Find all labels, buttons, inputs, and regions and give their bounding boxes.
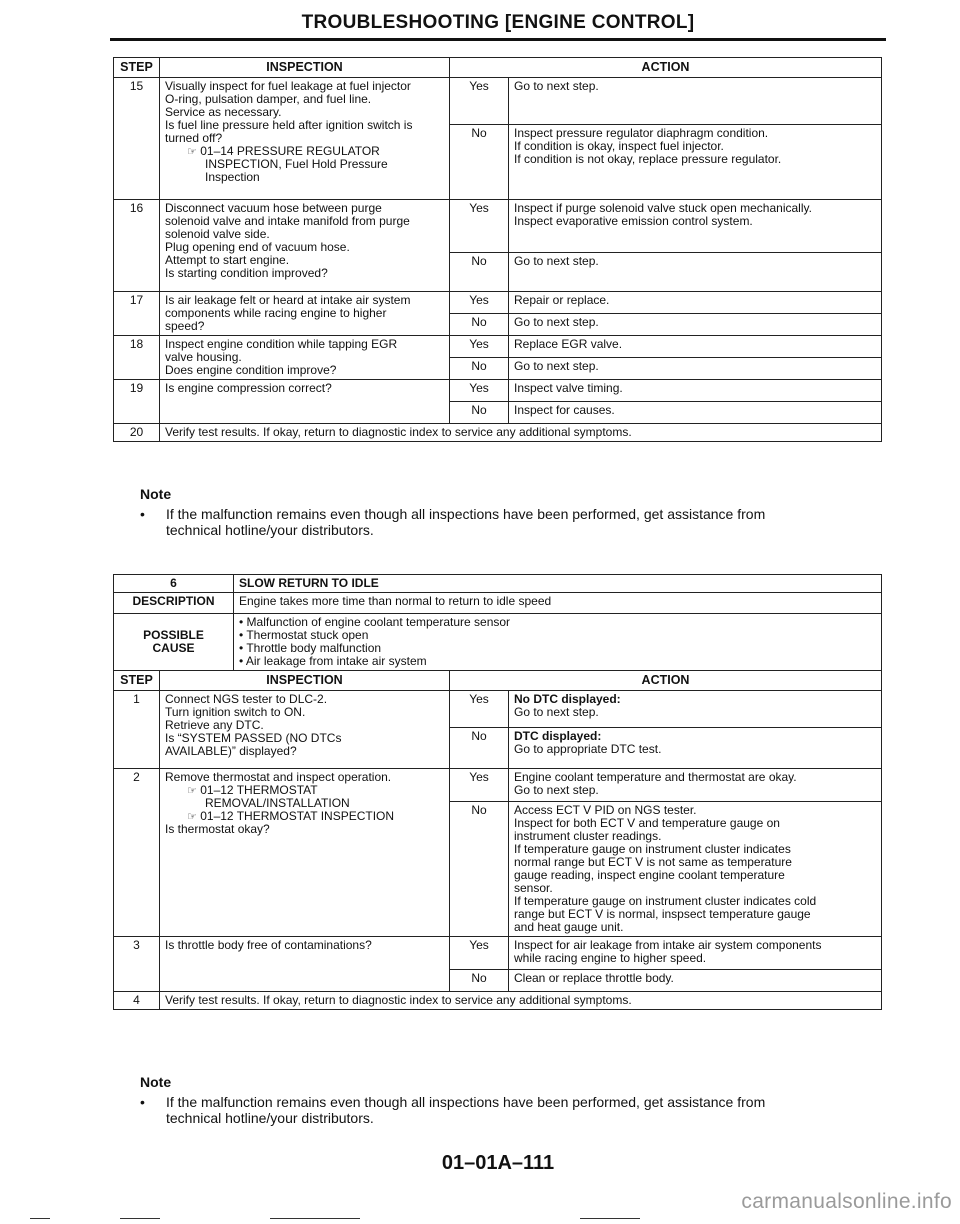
cause-label-line: POSSIBLE — [143, 628, 204, 642]
inspection-text: speed? — [165, 319, 205, 333]
inspection-cell — [160, 691, 450, 769]
action-cell — [509, 769, 882, 802]
list-item: • Throttle body malfunction — [239, 641, 382, 655]
step-number: 15 — [114, 78, 160, 200]
inspection-text: Plug opening end of vacuum hose. — [165, 240, 350, 254]
action-text: range but ECT V is normal, inspsect temperature gauge — [514, 907, 811, 921]
action-cell — [509, 802, 882, 937]
inspection-text: Is fuel line pressure held after ignition switch is — [165, 118, 413, 132]
inspection-cell — [160, 78, 450, 200]
col-header-action: ACTION — [450, 58, 882, 78]
possible-cause-label — [114, 614, 234, 671]
scan-artifact — [120, 1218, 160, 1219]
table-row — [114, 937, 882, 970]
answer-no: No — [450, 402, 509, 424]
list-item: • Air leakage from intake air system — [239, 654, 427, 668]
answer-no: No — [450, 253, 509, 292]
inspection-text: Visually inspect for fuel leakage at fuel injector — [165, 79, 411, 93]
inspection-text: Is thermostat okay? — [165, 822, 270, 836]
reference-text: REMOVAL/INSTALLATION — [205, 796, 350, 810]
table-row — [114, 424, 882, 442]
inspection-text: Is starting condition improved? — [165, 266, 328, 280]
action-cell: Go to next step. — [509, 314, 882, 336]
note-title: Note — [140, 486, 172, 502]
reference-text: 01–14 PRESSURE REGULATOR — [200, 144, 380, 158]
symptom-number: 6 — [114, 575, 234, 593]
watermark: carmanualsonline.info — [741, 1190, 952, 1213]
inspection-text: valve housing. — [165, 350, 242, 364]
reference-text: 01–12 THERMOSTAT — [200, 783, 318, 797]
action-cell — [509, 253, 882, 292]
action-text: Go to next step. — [514, 705, 599, 719]
step-number: 18 — [114, 336, 160, 380]
troubleshooting-table-2 — [113, 574, 882, 1010]
bullet-icon: • — [140, 506, 145, 522]
action-cell — [509, 691, 882, 728]
action-cell — [509, 728, 882, 769]
inspection-text: Inspect engine condition while tapping EGR — [165, 337, 398, 351]
action-cell — [509, 78, 882, 125]
inspection-text: turned off? — [165, 131, 223, 145]
inspection-text: Is throttle body free of contaminations? — [165, 938, 372, 952]
inspection-text: Service as necessary. — [165, 105, 282, 119]
answer-yes: Yes — [450, 200, 509, 253]
action-text: Inspect pressure regulator diaphragm condition. — [514, 126, 769, 140]
inspection-text: Connect NGS tester to DLC-2. — [165, 692, 328, 706]
inspection-text: Turn ignition switch to ON. — [165, 705, 306, 719]
action-heading: No DTC displayed: — [514, 692, 621, 706]
answer-yes: Yes — [450, 380, 509, 402]
col-header-step: STEP — [114, 671, 160, 691]
action-text: Inspect if purge solenoid valve stuck open mechanically. — [514, 201, 812, 215]
inspection-text: Is “SYSTEM PASSED (NO DTCs — [165, 731, 342, 745]
table-row — [114, 78, 882, 125]
inspection-text: Remove thermostat and inspect operation. — [165, 770, 392, 784]
answer-yes: Yes — [450, 78, 509, 125]
action-cell — [509, 937, 882, 970]
inspection-text: Is air leakage felt or heard at intake air system — [165, 293, 411, 307]
page-title: TROUBLESHOOTING [ENGINE CONTROL] — [301, 12, 695, 33]
inspection-text: Is engine compression correct? — [165, 381, 332, 395]
action-cell: Clean or replace throttle body. — [509, 970, 882, 992]
action-text: Inspect for air leakage from intake air system components — [514, 938, 822, 952]
inspection-cell — [160, 380, 450, 424]
reference-text: Inspection — [205, 170, 260, 184]
inspection-cell — [160, 937, 450, 992]
inspection-text: Disconnect vacuum hose between purge — [165, 201, 382, 215]
possible-cause-list — [234, 614, 882, 671]
answer-yes: Yes — [450, 292, 509, 314]
list-item: • Malfunction of engine coolant temperature sensor — [239, 615, 511, 629]
action-text: If condition is not okay, replace pressure regulator. — [514, 152, 782, 166]
inspection-text: components while racing engine to higher — [165, 306, 387, 320]
note-line: If the malfunction remains even though all inspections have been performed, get assistance from — [166, 506, 766, 522]
answer-no: No — [450, 125, 509, 200]
reference-text: INSPECTION, Fuel Hold Pressure — [205, 157, 388, 171]
col-header-step: STEP — [114, 58, 160, 78]
answer-yes: Yes — [450, 937, 509, 970]
answer-yes: Yes — [450, 691, 509, 728]
description-text: Engine takes more time than normal to return to idle speed — [234, 593, 882, 614]
action-text: gauge reading, inspect engine coolant temperature — [514, 868, 785, 882]
table-row — [114, 769, 882, 802]
action-text: Inspect evaporative emission control system. — [514, 214, 753, 228]
action-cell: Inspect for causes. — [509, 402, 882, 424]
action-text: Go to next step. — [514, 79, 599, 93]
table-row — [114, 992, 882, 1010]
inspection-cell — [160, 200, 450, 292]
list-item: • Thermostat stuck open — [239, 628, 369, 642]
scan-artifact — [580, 1218, 640, 1219]
inspection-text: Retrieve any DTC. — [165, 718, 264, 732]
scan-artifact — [270, 1218, 360, 1219]
step-number: 4 — [114, 992, 160, 1010]
note-line: technical hotline/your distributors. — [166, 522, 374, 538]
action-text: instrument cluster readings. — [514, 829, 662, 843]
reference-pointer-icon: ☞ — [187, 145, 197, 158]
col-header-action: ACTION — [450, 671, 882, 691]
answer-no: No — [450, 728, 509, 769]
table-row — [114, 691, 882, 728]
final-step-text: Verify test results. If okay, return to diagnostic index to service any additional symptoms. — [160, 992, 882, 1010]
action-cell — [509, 125, 882, 200]
inspection-text: AVAILABLE)” displayed? — [165, 744, 297, 758]
scan-artifact — [30, 1218, 50, 1219]
inspection-cell — [160, 336, 450, 380]
action-text: sensor. — [514, 881, 553, 895]
action-text: Go to appropriate DTC test. — [514, 742, 662, 756]
table-row — [114, 200, 882, 253]
action-text: Go to next step. — [514, 783, 599, 797]
step-number: 16 — [114, 200, 160, 292]
action-text: If temperature gauge on instrument cluster indicates cold — [514, 894, 817, 908]
action-heading: DTC displayed: — [514, 729, 602, 743]
action-text: Access ECT V PID on NGS tester. — [514, 803, 697, 817]
col-header-inspection: INSPECTION — [160, 58, 450, 78]
action-text: If temperature gauge on instrument cluster indicates — [514, 842, 791, 856]
table-row — [114, 336, 882, 358]
inspection-text: Does engine condition improve? — [165, 363, 337, 377]
table-row — [114, 380, 882, 402]
col-header-inspection: INSPECTION — [160, 671, 450, 691]
step-number: 1 — [114, 691, 160, 769]
action-cell — [509, 200, 882, 253]
inspection-cell — [160, 769, 450, 937]
note-line: technical hotline/your distributors. — [166, 1110, 374, 1126]
troubleshooting-table-1 — [113, 57, 882, 442]
cause-label-line: CAUSE — [152, 641, 195, 655]
page-number: 01–01A–111 — [441, 1152, 555, 1174]
description-label: DESCRIPTION — [114, 593, 234, 614]
inspection-text: solenoid valve side. — [165, 227, 270, 241]
action-cell: Inspect valve timing. — [509, 380, 882, 402]
step-number: 17 — [114, 292, 160, 336]
note-title: Note — [140, 1074, 172, 1090]
action-text: Inspect for both ECT V and temperature gauge on — [514, 816, 780, 830]
action-text: and heat gauge unit. — [514, 920, 624, 934]
step-number: 3 — [114, 937, 160, 992]
answer-no: No — [450, 314, 509, 336]
step-number: 2 — [114, 769, 160, 937]
action-text: Go to next step. — [514, 254, 599, 268]
action-cell: Repair or replace. — [509, 292, 882, 314]
action-text: If condition is okay, inspect fuel injector. — [514, 139, 724, 153]
note-line: If the malfunction remains even though all inspections have been performed, get assistance from — [166, 1094, 766, 1110]
reference-text: 01–12 THERMOSTAT INSPECTION — [200, 809, 395, 823]
action-text: while racing engine to higher speed. — [514, 951, 707, 965]
reference-pointer-icon: ☞ — [187, 784, 197, 797]
inspection-text: O-ring, pulsation damper, and fuel line. — [165, 92, 372, 106]
bullet-icon: • — [140, 1094, 145, 1110]
answer-no: No — [450, 358, 509, 380]
action-text: Engine coolant temperature and thermostat are okay. — [514, 770, 797, 784]
inspection-cell — [160, 292, 450, 336]
step-number: 20 — [114, 424, 160, 442]
action-cell: Go to next step. — [509, 358, 882, 380]
header-rule — [110, 38, 886, 41]
symptom-name: SLOW RETURN TO IDLE — [234, 575, 882, 593]
inspection-text: solenoid valve and intake manifold from purge — [165, 214, 410, 228]
reference-pointer-icon: ☞ — [187, 810, 197, 823]
note-text — [140, 1094, 765, 1126]
answer-yes: Yes — [450, 769, 509, 802]
action-text: normal range but ECT V is not same as temperature — [514, 855, 792, 869]
note-text — [140, 506, 765, 538]
inspection-text: Attempt to start engine. — [165, 253, 290, 267]
step-number: 19 — [114, 380, 160, 424]
action-cell: Replace EGR valve. — [509, 336, 882, 358]
table-row — [114, 292, 882, 314]
answer-yes: Yes — [450, 336, 509, 358]
answer-no: No — [450, 802, 509, 937]
final-step-text: Verify test results. If okay, return to diagnostic index to service any additional symptoms. — [160, 424, 882, 442]
answer-no: No — [450, 970, 509, 992]
